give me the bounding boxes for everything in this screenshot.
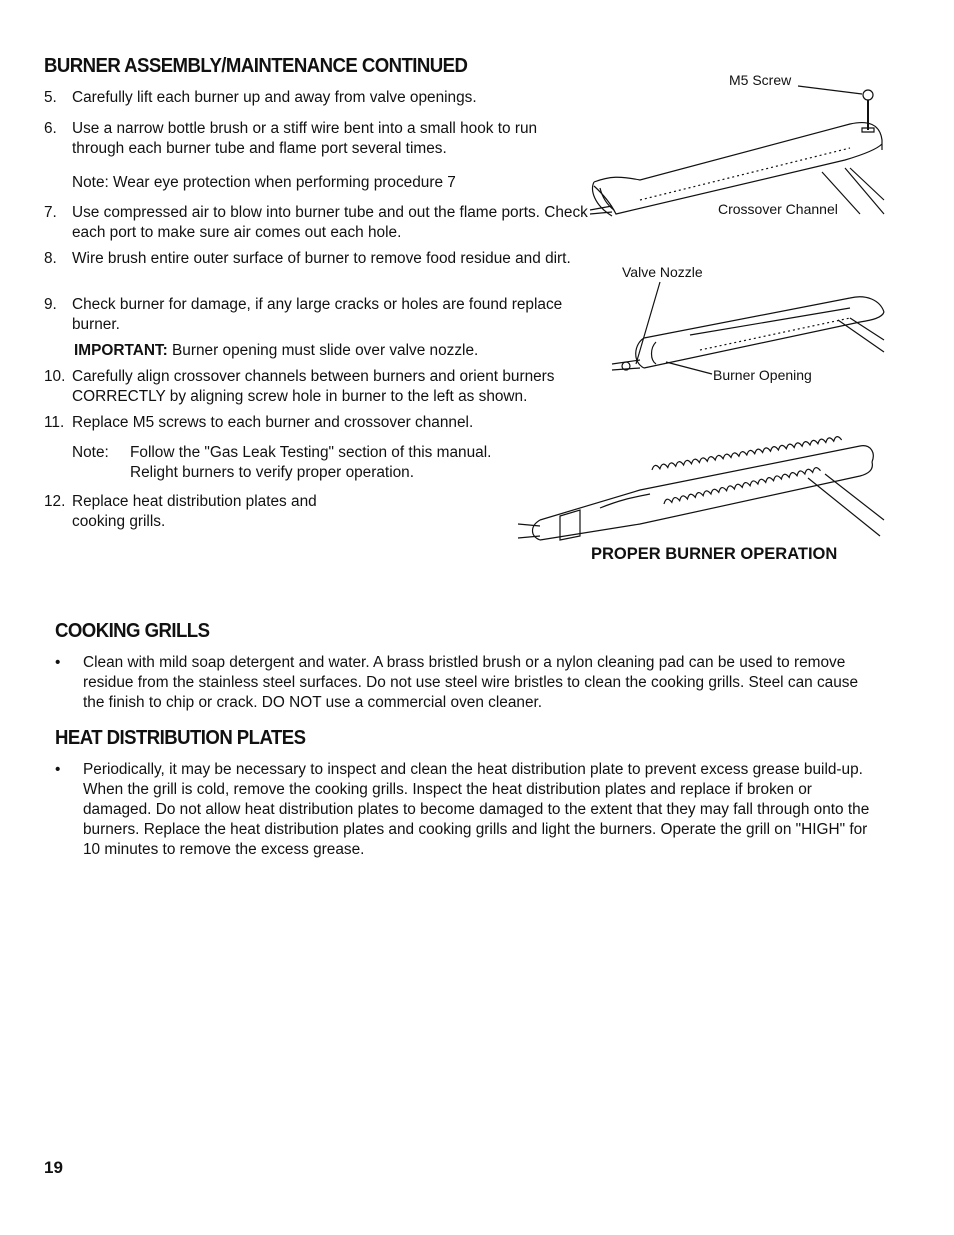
label-m5-screw: M5 Screw	[729, 72, 792, 88]
step-text: Carefully lift each burner up and away from valve openings.	[72, 89, 477, 106]
burner-illustration	[0, 0, 954, 560]
important-label: IMPORTANT:	[74, 342, 168, 359]
step-text: Use a narrow bottle brush or a stiff wire bent into a small hook to run through each burner tube and flame port several times.	[72, 120, 538, 157]
note-label: Note:	[72, 444, 109, 461]
section-title-cooking-grills: COOKING GRILLS	[55, 620, 210, 642]
step-number: 12.	[44, 493, 66, 510]
step-text: Check burner for damage, if any large cracks or holes are found replace burner.	[72, 296, 563, 333]
step-text: Wire brush entire outer surface of burner to remove food residue and dirt.	[72, 250, 571, 267]
note-gas-leak: Follow the "Gas Leak Testing" section of this manual. Relight burners to verify proper operation.	[130, 444, 492, 481]
label-crossover-channel: Crossover Channel	[718, 201, 838, 217]
step-number: 9.	[44, 296, 57, 313]
label-valve-nozzle: Valve Nozzle	[622, 264, 703, 280]
section-title-heat-distribution: HEAT DISTRIBUTION PLATES	[55, 727, 306, 749]
note-eye-protection: Note: Wear eye protection when performing procedure 7	[72, 174, 456, 191]
bullet: •	[55, 654, 61, 671]
step-text: Use compressed air to blow into burner tube and out the flame ports. Check each port to make sure air comes out each hole.	[72, 204, 588, 241]
step-number: 11.	[44, 414, 65, 431]
label-burner-opening: Burner Opening	[713, 367, 812, 383]
step-number: 5.	[44, 89, 57, 106]
step-number: 8.	[44, 250, 57, 267]
step-number: 6.	[44, 120, 57, 137]
figure-caption: PROPER BURNER OPERATION	[591, 545, 838, 563]
important-text: Burner opening must slide over valve nozzle.	[172, 342, 479, 359]
page-number: 19	[44, 1158, 63, 1177]
step-number: 10.	[44, 368, 66, 385]
section-title-burner-assembly: BURNER ASSEMBLY/MAINTENANCE CONTINUED	[44, 55, 468, 77]
step-text: Replace heat distribution plates and cooking grills.	[72, 493, 317, 530]
heat-distribution-text: Periodically, it may be necessary to inspect and clean the heat distribution plate to prevent excess grease build-up. When the grill is cold, remove the cooking grills. Inspect the heat distribution plates and replace if broken or damaged. Do not allow heat distribution plates to become damaged to the extent that they may fall through onto the burners. Replace the heat distribution plates and cooking grills and light the burners. Operate the grill on "HIGH" for 10 minutes to remove the excess grease.	[83, 761, 870, 858]
cooking-grills-text: Clean with mild soap detergent and water. A brass bristled brush or a nylon cleaning pad can be used to remove residue from the stainless steel surfaces. Do not use steel wire bristles to clean the cooking grills. Steel can cause the finish to chip or crack. DO NOT use a commercial oven cleaner.	[83, 654, 859, 711]
step-text: Replace M5 screws to each burner and crossover channel.	[72, 414, 474, 431]
step-number: 7.	[44, 204, 57, 221]
step-text: Carefully align crossover channels between burners and orient burners CORRECTLY by aligning screw hole in burner to the left as shown.	[72, 368, 555, 405]
bullet: •	[55, 761, 61, 778]
